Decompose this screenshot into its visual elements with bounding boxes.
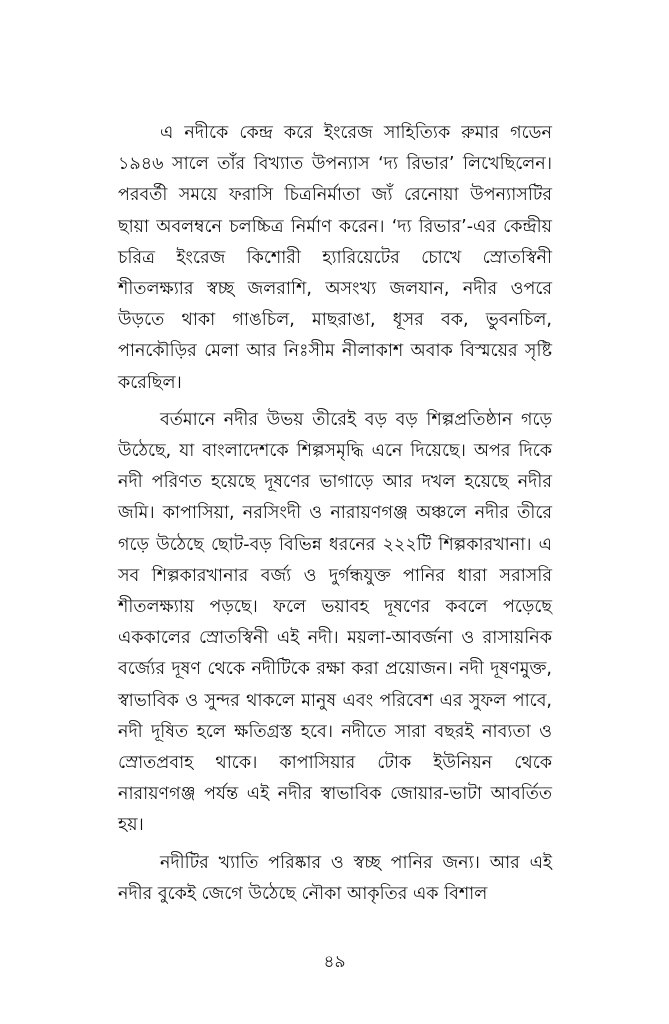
paragraph-river-fame: নদীটির খ্যাতি পরিষ্কার ও স্বচ্ছ পানির জন্য। আর এই নদীর বুকেই জেগে উঠেছে নৌকা আকৃতির এক বিশাল (118, 852, 552, 904)
paragraph-river-pollution: বর্তমানে নদীর উভয় তীরেই বড় বড় শিল্পপ্রতিষ্ঠান গড়ে উঠেছে, যা বাংলাদেশকে শিল্পসমৃদ্ধি এনে দিয়েছে। অপর দিকে নদী পরিণত হয়েছে দূষণের ভাগাড়ে আর দখল হয়েছে নদীর জমি। কাপাসিয়া, নরসিংদী ও নারায়ণগঞ্জ অঞ্চলে নদীর তীরে গড়ে উঠেছে ছোট-বড় বিভিন্ন ধরনের ২২২টি শিল্পকারখানা। এ সব শিল্পকারখানার বর্জ্য ও দুর্গন্ধযুক্ত পানির ধারা সরাসরি শীতলক্ষ্যায় পড়ছে। ফলে ভয়াবহ দূষণের কবলে পড়েছে এককালের স্রোতস্বিনী এই নদী। ময়লা-আবর্জনা ও রাসায়নিক বর্জ্যের দূষণ থেকে নদীটিকে রক্ষা করা প্রয়োজন। নদী দূষণমুক্ত, স্বাভাবিক ও সুন্দর থাকলে মানুষ এবং পরিবেশ এর সুফল পাবে, নদী দূষিত হলে ক্ষতিগ্রস্ত হবে। নদীতে সারা বছরই নাব্যতা ও স্রোতপ্রবাহ থাকে। কাপাসিয়ার টোক ইউনিয়ন থেকে নারায়ণগঞ্জ পর্যন্ত এই নদীর স্বাভাবিক জোয়ার-ভাটা আবর্তিত হয়। (118, 409, 552, 836)
body-text (118, 118, 552, 916)
page-number: ৪৯ (323, 952, 346, 972)
paragraph-river-novel: এ নদীকে কেন্দ্র করে ইংরেজ সাহিত্যিক রুমার গডেন ১৯৪৬ সালে তাঁর বিখ্যাত উপন্যাস ‘দ্য রিভার’ লিখেছিলেন। পরবর্তী সময়ে ফরাসি চিত্রনির্মাতা জ্যঁ রেনোয়া উপন্যাসটির ছায়া অবলম্বনে চলচ্চিত্র নির্মাণ করেন। ‘দ্য রিভার’-এর কেন্দ্রীয় চরিত্র ইংরেজ কিশোরী হ্যারিয়েটের চোখে স্রোতস্বিনী শীতলক্ষ্যার স্বচ্ছ জলরাশি, অসংখ্য জলযান, নদীর ওপরে উড়তে থাকা গাঙচিল, মাছরাঙা, ধূসর বক, ভুবনচিল, পানকৌড়ির মেলা আর নিঃসীম নীলাকাশ অবাক বিস্ময়ের সৃষ্টি করেছিল। (118, 123, 552, 393)
